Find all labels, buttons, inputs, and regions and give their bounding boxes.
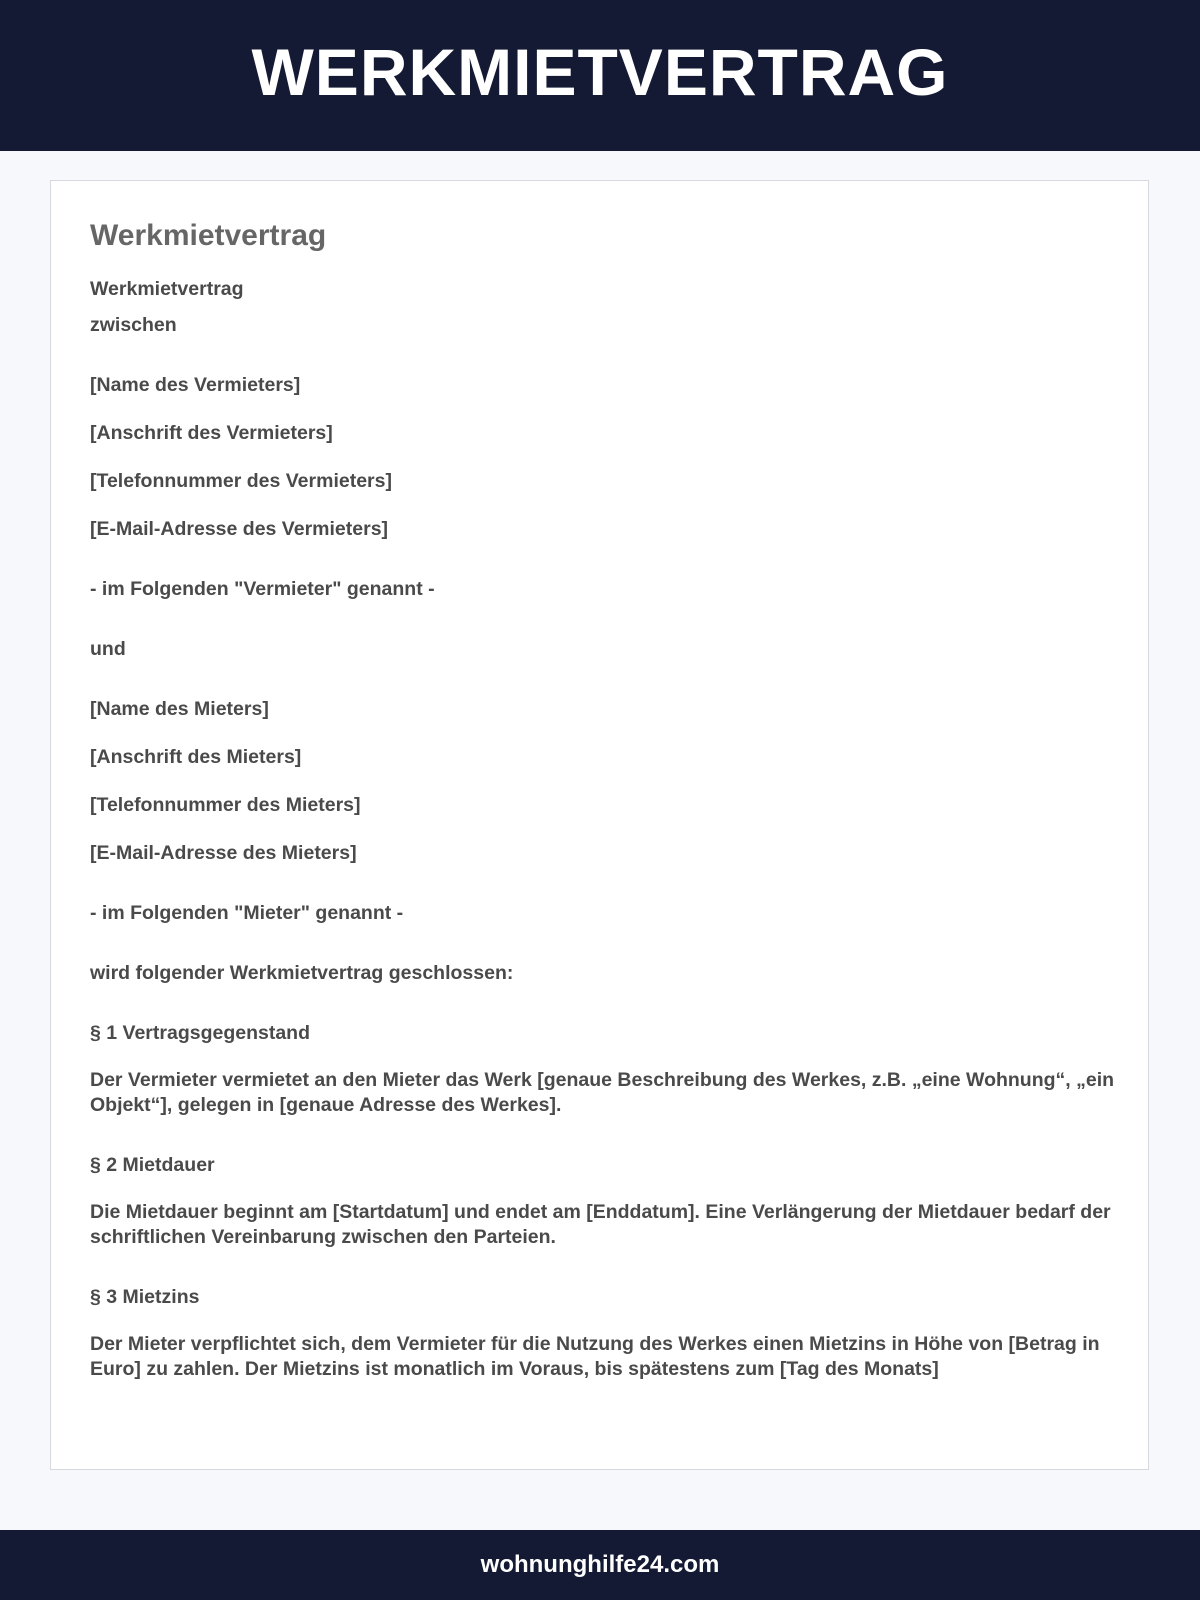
section-text: Der Vermieter vermietet an den Mieter das Werk [genaue Beschreibung des Werkes, z.B. „eine Wohnung“, „ein Objekt“], gelegen in [genaue Adresse des Werkes]. xyxy=(90,1069,1115,1116)
landlord-designation: - im Folgenden "Vermieter" genannt - xyxy=(90,578,435,600)
page-footer xyxy=(0,1530,1200,1600)
landlord-name: [Name des Vermieters] xyxy=(90,374,301,396)
section-title: § 3 Mietzins xyxy=(90,1286,200,1308)
document-heading: Werkmietvertrag xyxy=(90,219,327,252)
section-text: Die Mietdauer beginnt am [Startdatum] und endet am [Enddatum]. Eine Verlängerung der Mietdauer bedarf der schriftlichen Vereinbarung zwischen den Parteien. xyxy=(90,1201,1111,1248)
tenant-email: [E-Mail-Adresse des Mieters] xyxy=(90,842,357,864)
document-subheading: Werkmietvertrag xyxy=(90,278,244,300)
tenant-phone: [Telefonnummer des Mieters] xyxy=(90,794,361,816)
document-card xyxy=(50,180,1149,1470)
page-header xyxy=(0,0,1200,151)
landlord-email: [E-Mail-Adresse des Vermieters] xyxy=(90,518,389,540)
footer-site: wohnunghilfe24.com xyxy=(480,1551,720,1578)
contract-intro: wird folgender Werkmietvertrag geschlossen: xyxy=(90,962,514,984)
tenant-designation: - im Folgenden "Mieter" genannt - xyxy=(90,902,404,924)
section-text: Der Mieter verpflichtet sich, dem Vermieter für die Nutzung des Werkes einen Mietzins in Höhe von [Betrag in Euro] zu zahlen. Der Mietzins ist monatlich im Voraus, bis spätestens zum [Tag des Monats] xyxy=(90,1333,1100,1380)
landlord-address: [Anschrift des Vermieters] xyxy=(90,422,333,444)
tenant-name: [Name des Mieters] xyxy=(90,698,269,720)
between-text: zwischen xyxy=(90,314,177,336)
section-title: § 1 Vertragsgegenstand xyxy=(90,1022,311,1044)
landlord-phone: [Telefonnummer des Vermieters] xyxy=(90,470,392,492)
tenant-address: [Anschrift des Mieters] xyxy=(90,746,302,768)
section-title: § 2 Mietdauer xyxy=(90,1154,215,1176)
and-text: und xyxy=(90,638,126,660)
header-title: WERKMIETVERTRAG xyxy=(251,34,949,109)
